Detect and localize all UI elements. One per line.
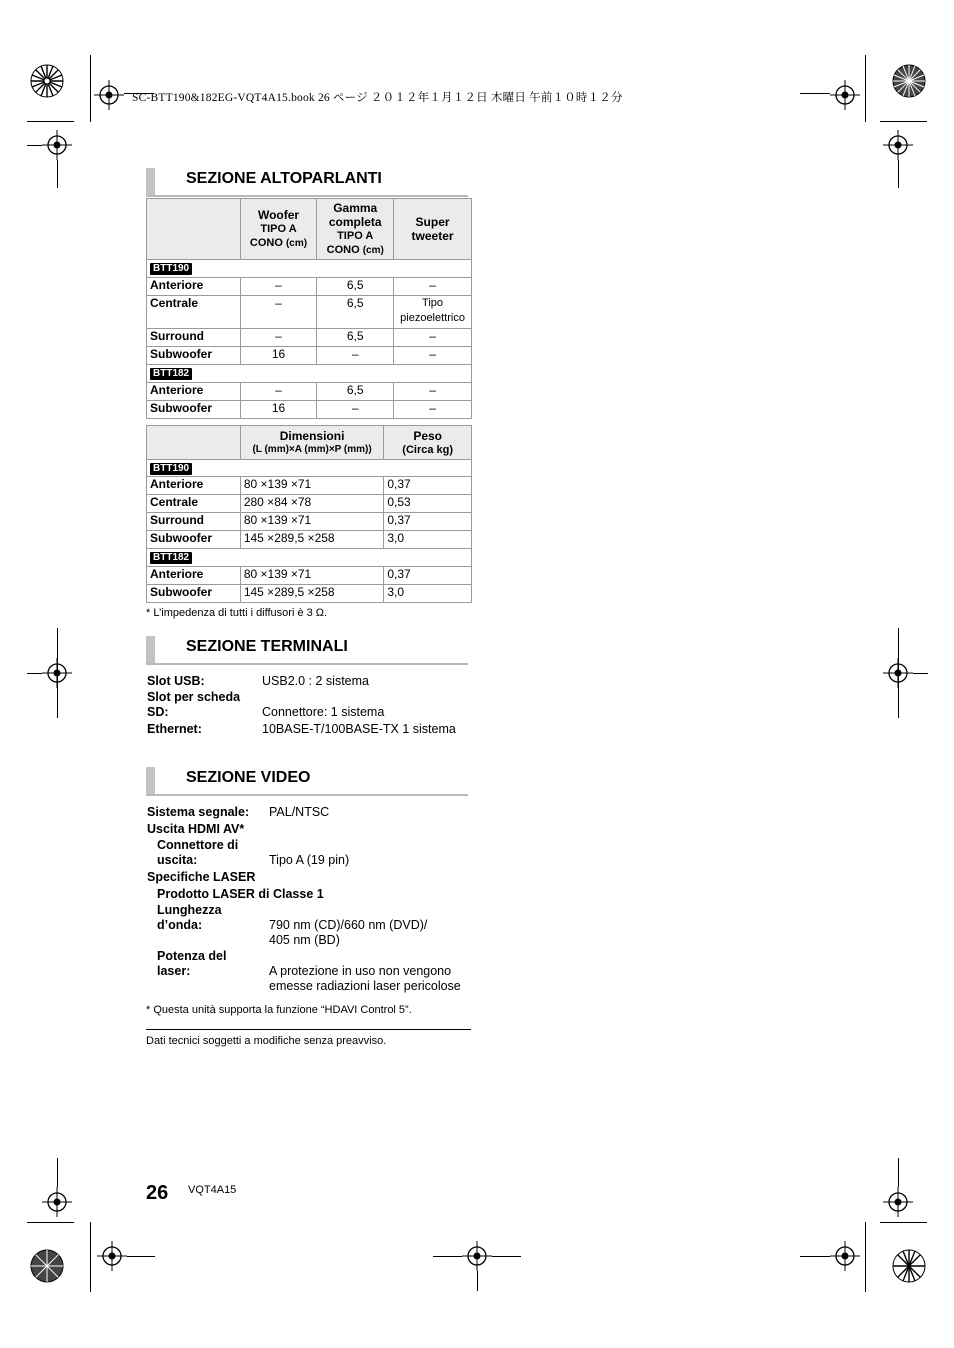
signal-label: Sistema segnale: — [147, 805, 250, 819]
registration-target-icon — [29, 1248, 65, 1284]
laser-power-value-2: emesse radiazioni laser pericolose — [269, 979, 461, 993]
sd-value: Connettore: 1 sistema — [262, 705, 385, 719]
ethernet-label: Ethernet: — [147, 722, 202, 736]
table-header-row — [147, 199, 472, 260]
registration-target-icon — [29, 63, 65, 99]
section-bar — [146, 767, 155, 794]
model-badge: BTT182 — [150, 552, 192, 564]
table-row: Anteriore 80 ×139 ×71 0,37 — [147, 477, 472, 495]
crosshair-icon — [42, 1187, 72, 1217]
speaker-type-table — [146, 198, 472, 419]
hdmi-label: Uscita HDMI AV* — [147, 822, 245, 836]
hdavi-footnote: * Questa unità supporta la funzione “HDAVI Control 5”. — [146, 1004, 412, 1016]
header-super-tweeter: Super tweeter — [394, 199, 472, 260]
wavelength-label: Lunghezza — [157, 903, 222, 917]
table-row: Subwoofer 145 ×289,5 ×258 3,0 — [147, 531, 472, 549]
table-row: Surround 80 ×139 ×71 0,37 — [147, 513, 472, 531]
empty-header — [147, 199, 241, 260]
disclaimer: Dati tecnici soggetti a modifiche senza preavviso. — [146, 1035, 387, 1047]
impedance-footnote: * L’impedenza di tutti i diffusori è 3 Ω. — [146, 607, 328, 619]
registration-target-icon — [891, 63, 927, 99]
crosshair-icon — [462, 1241, 492, 1271]
connector-label-2: uscita: — [157, 853, 198, 867]
crosshair-icon — [42, 130, 72, 160]
header-dimensions: Dimensioni (L (mm)×A (mm)×P (mm)) — [240, 426, 384, 460]
table-row: Anteriore – 6,5 – — [147, 278, 472, 296]
section-bar — [146, 168, 155, 195]
file-header: SC-BTT190&182EG-VQT4A15.book 26 ページ ２０１２年１月１２日 木曜日 午前１０時１２分 — [132, 92, 623, 104]
laser-label: Specifiche LASER — [147, 870, 256, 884]
table-row: Anteriore – 6,5 – — [147, 383, 472, 401]
model-row — [147, 549, 472, 567]
model-badge: BTT190 — [150, 463, 192, 475]
usb-value: USB2.0 : 2 sistema — [262, 674, 369, 688]
wavelength-label-2: d’onda: — [157, 918, 203, 932]
section-header-speakers — [146, 167, 468, 197]
model-row — [147, 460, 472, 477]
ethernet-value: 10BASE-T/100BASE-TX 1 sistema — [262, 722, 456, 736]
crosshair-icon — [830, 80, 860, 110]
wavelength-value-2: 405 nm (BD) — [269, 933, 340, 947]
section-title: SEZIONE VIDEO — [186, 769, 311, 786]
table-row: Subwoofer 16 – – — [147, 401, 472, 419]
table-row: Surround – 6,5 – — [147, 329, 472, 347]
model-row — [147, 260, 472, 278]
sd-label: Slot per scheda — [147, 690, 241, 704]
table-row: Anteriore 80 ×139 ×71 0,37 — [147, 567, 472, 585]
table-header-row — [147, 426, 472, 460]
crosshair-icon — [830, 1241, 860, 1271]
document-code: VQT4A15 — [188, 1184, 237, 1196]
section-title: SEZIONE TERMINALI — [186, 638, 348, 655]
model-row — [147, 365, 472, 383]
header-full-range: Gamma completa TIPO A CONO (cm) — [317, 199, 394, 260]
section-header-terminals — [146, 635, 468, 665]
sd-label-2: SD: — [147, 705, 169, 719]
page-number: 26 — [146, 1182, 169, 1204]
table-row: Centrale 280 ×84 ×78 0,53 — [147, 495, 472, 513]
section-header-video — [146, 766, 468, 796]
crosshair-icon — [94, 80, 124, 110]
table-row: Centrale – 6,5 Tipo piezoelettrico — [147, 296, 472, 329]
laser-power-value: A protezione in uso non vengono — [269, 964, 452, 978]
model-badge: BTT190 — [150, 263, 192, 275]
table-row: Subwoofer 16 – – — [147, 347, 472, 365]
laser-class: Prodotto LASER di Classe 1 — [157, 887, 324, 901]
empty-header — [147, 426, 241, 460]
header-weight: Peso (Circa kg) — [384, 426, 472, 460]
crosshair-icon — [883, 1187, 913, 1217]
section-title: SEZIONE ALTOPARLANTI — [186, 170, 382, 187]
speaker-dimensions-table — [146, 425, 472, 603]
registration-target-icon — [891, 1248, 927, 1284]
connector-value: Tipo A (19 pin) — [269, 853, 350, 867]
laser-power-label-2: laser: — [157, 964, 191, 978]
table-row: Subwoofer 145 ×289,5 ×258 3,0 — [147, 585, 472, 603]
section-bar — [146, 636, 155, 663]
model-badge: BTT182 — [150, 368, 192, 380]
header-woofer: Woofer TIPO A CONO (cm) — [240, 199, 317, 260]
crosshair-icon — [883, 130, 913, 160]
wavelength-value: 790 nm (CD)/660 nm (DVD)/ — [269, 918, 428, 932]
laser-power-label: Potenza del — [157, 949, 227, 963]
divider — [146, 1029, 471, 1030]
connector-label: Connettore di — [157, 838, 239, 852]
signal-value: PAL/NTSC — [269, 805, 330, 819]
crosshair-icon — [97, 1241, 127, 1271]
usb-label: Slot USB: — [147, 674, 205, 688]
